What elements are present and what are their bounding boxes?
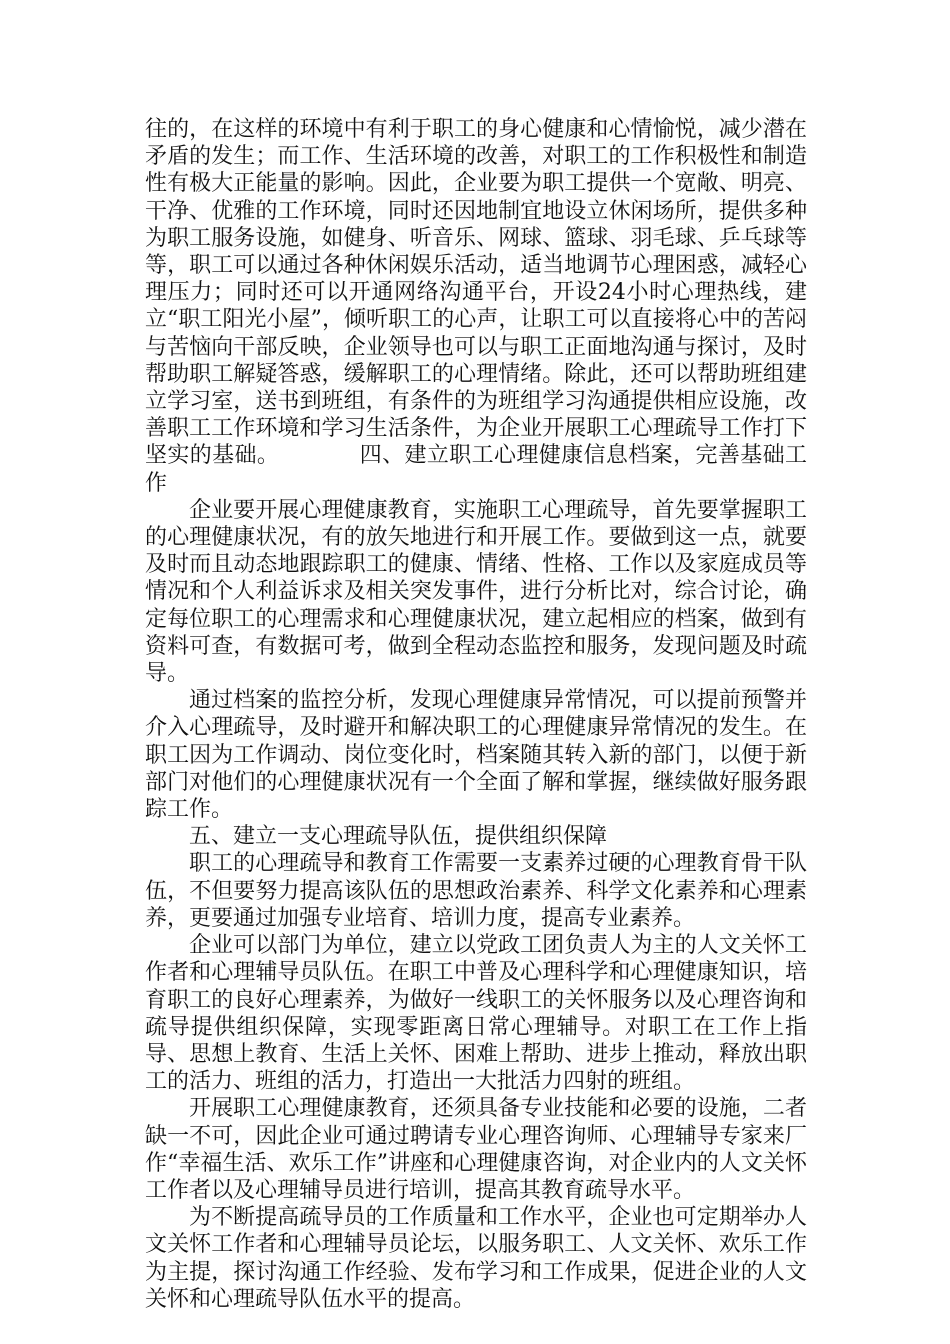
paragraph-text: 往的，在这样的环境中有利于职工的身心健康和心情愉悦，减少潜在矛盾的发生；而工作、生活环境的改善，对职工的工作积极性和制造性有极大正能量的影响。因此，企业要为职工提供一个宽敞、明亮、干净、优雅的工作环境，同时还因地制宜地设立休闲场所，提供多种为职工服务设施，如健身、听音乐、网球、篮球、羽毛球、乒乓球等等，职工可以通过各种休闲娱乐活动，适当地调节心理困惑，减轻心理压力；同时还可以开通网络沟通平台，开设24小时心理热线，建立“职工阳光小屋”，倾听职工的心声，让职工可以直接将心中的苦闷与苦恼向干部反映，企业领导也可以与职工正面地沟通与探讨，及时帮助职工解疑答惑，缓解职工的心理情绪。除此，还可以帮助班组建立学习室，送书到班组，有条件的为班组学习沟通提供相应设施，改善职工工作环境和学习生活条件，为企业开展职工心理疏导工作打下坚实的基础。 [145, 117, 807, 469]
paragraph: 企业可以部门为单位，建立以党政工团负责人为主的人文关怀工作者和心理辅导员队伍。在职工中普及心理科学和心理健康知识，培育职工的良好心理素养，为做好一线职工的关怀服务以及心理咨询和疏导提供组织保障，实现零距离日常心理辅导。对职工在工作上指导、思想上教育、生活上关怀、困难上帮助、进步上推动，释放出职工的活力、班组的活力，打造出一大批活力四射的班组。 [145, 933, 807, 1095]
paragraph: 为不断提高疏导员的工作质量和工作水平，企业也可定期举办人文关怀工作者和心理辅导员论坛，以服务职工、人文关怀、欢乐工作为主提，探讨沟通工作经验、发布学习和工作成果，促进企业的人文关怀和心理疏导队伍水平的提高。 [145, 1205, 807, 1312]
section-heading-5: 五、建立一支心理疏导队伍，提供组织保障 [189, 824, 608, 850]
paragraph: 开展职工心理健康教育，还须具备专业技能和必要的设施，二者缺一不可，因此企业可通过聘请专业心理咨询师、心理辅导专家来厂作“幸福生活、欢乐工作”讲座和心理健康咨询，对企业内的人文关怀工作者以及心理辅导员进行培训，提高其教育疏导水平。 [145, 1096, 807, 1203]
section-heading-4: 四、建立职工心理健康信息档案，完善基础工作 [145, 443, 807, 496]
paragraph: 通过档案的监控分析，发现心理健康异常情况，可以提前预警并介入心理疏导，及时避开和解决职工的心理健康异常情况的发生。在职工因为工作调动、岗位变化时，档案随其转入新的部门，以便于新部门对他们的心理健康状况有一个全面了解和掌握，继续做好服务跟踪工作。 [145, 688, 807, 823]
document-body [145, 116, 807, 1313]
paragraph: 职工的心理疏导和教育工作需要一支素养过硬的心理教育骨干队伍，不但要努力提高该队伍的思想政治素养、科学文化素养和心理素养，更要通过加强专业培育、培训力度，提高专业素养。 [145, 851, 807, 931]
paragraph: 企业要开展心理健康教育，实施职工心理疏导，首先要掌握职工的心理健康状况，有的放矢地进行和开展工作。要做到这一点，就要及时而且动态地跟踪职工的健康、情绪、性格、工作以及家庭成员等情况和个人利益诉求及相关突发事件，进行分析比对，综合讨论，确定每位职工的心理需求和心理健康状况，建立起相应的档案，做到有资料可查，有数据可考，做到全程动态监控和服务，发现问题及时疏导。 [145, 497, 807, 687]
paragraph-continued [145, 116, 807, 497]
